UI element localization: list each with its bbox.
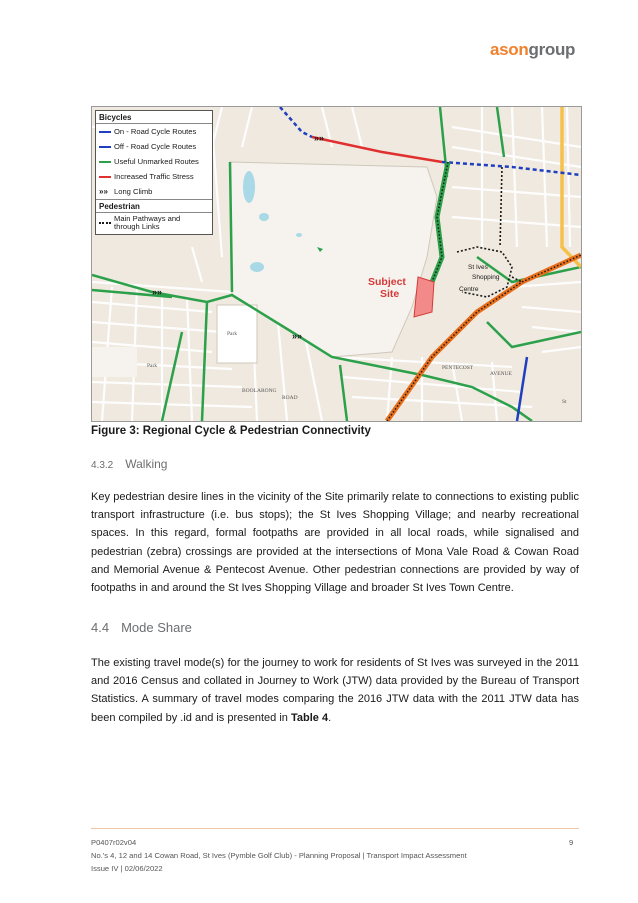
subject-site-area xyxy=(414,277,434,317)
legend-item: Main Pathways and through Links xyxy=(96,213,212,234)
on-road-cycle-route xyxy=(517,357,527,421)
road-memorial xyxy=(562,107,581,267)
svg-text:PENTECOST: PENTECOST xyxy=(442,365,474,371)
legend-item: »» Long Climb xyxy=(96,184,212,200)
svg-text:Park: Park xyxy=(227,331,238,337)
legend-item: Off - Road Cycle Routes xyxy=(96,139,212,154)
svg-text:»»: »» xyxy=(152,287,163,297)
svg-text:ROAD: ROAD xyxy=(282,395,298,401)
golf-course-area xyxy=(230,162,437,357)
svg-text:AVENUE: AVENUE xyxy=(490,371,512,377)
footer-description: No.'s 4, 12 and 14 Cowan Road, St Ives (Pymble Golf Club) - Planning Proposal | Transport Impact Assessment xyxy=(91,851,467,860)
park-area xyxy=(92,347,137,377)
section-heading-mode-share: 4.4 Mode Share xyxy=(91,620,192,635)
section-heading-walking: 4.3.2 Walking xyxy=(91,457,168,471)
subject-site-label: Site xyxy=(380,288,400,300)
increased-traffic-stress xyxy=(312,137,442,162)
mode-share-paragraph: The existing travel mode(s) for the journey to work for residents of St Ives was surveyed in the 2011 and 2016 Census and collated in Journey to Work (JTW) data provided by the Bureau of Transport Statistics. A summary of travel modes comparing the 2016 JTW data with the 2011 JTW data has been compiled by .id and is presented in Table 4. xyxy=(91,657,579,724)
svg-text:Centre: Centre xyxy=(459,286,479,293)
legend-pedestrian-heading: Pedestrian xyxy=(96,200,212,213)
svg-text:»»: »» xyxy=(314,133,325,143)
pond xyxy=(250,262,264,272)
svg-text:»»: »» xyxy=(292,331,303,341)
table-reference: Table 4 xyxy=(290,711,329,724)
legend-item: Useful Unmarked Routes xyxy=(96,154,212,169)
legend-bicycles-heading: Bicycles xyxy=(96,111,212,124)
legend-item: On - Road Cycle Routes xyxy=(96,124,212,139)
svg-text:Shopping: Shopping xyxy=(472,274,500,281)
cycle-pedestrian-map xyxy=(91,106,582,422)
legend-item: Increased Traffic Stress xyxy=(96,169,212,184)
footer-divider xyxy=(91,828,579,829)
svg-text:St: St xyxy=(562,399,567,405)
map-legend xyxy=(95,110,213,235)
page-number: 9 xyxy=(569,838,574,847)
chevron-icon: »» xyxy=(99,187,108,196)
pond xyxy=(259,213,269,221)
svg-text:BOOLARONG: BOOLARONG xyxy=(242,388,277,394)
subject-site-label: Subject xyxy=(368,276,406,288)
figure-caption: Figure 3: Regional Cycle & Pedestrian Connectivity xyxy=(91,425,371,437)
footer-doc-ref: P0407r02v04 xyxy=(91,838,137,847)
footer-issue: Issue IV | 02/06/2022 xyxy=(91,864,163,873)
svg-text:St Ives: St Ives xyxy=(468,264,488,271)
pond xyxy=(296,233,302,237)
asongroup-logo: asongroup xyxy=(490,40,576,59)
walking-paragraph: Key pedestrian desire lines in the vicinity of the Site primarily relate to connections to existing public transport infrastructure (i.e. bus stops); the St Ives Shopping Village; and nearby recreational spaces. In this regard, formal footpaths are provided in all local roads, while signalised and pedestrian (zebra) crossings are provided at the intersections of Mona Vale Road & Cowan Road and Memorial Avenue & Pentecost Avenue. Other pedestrian connections are provided by way of footpaths in and around the St Ives Shopping Village and broader St Ives Town Centre. xyxy=(91,491,579,595)
pond xyxy=(243,171,255,203)
svg-text:Park: Park xyxy=(147,363,158,369)
